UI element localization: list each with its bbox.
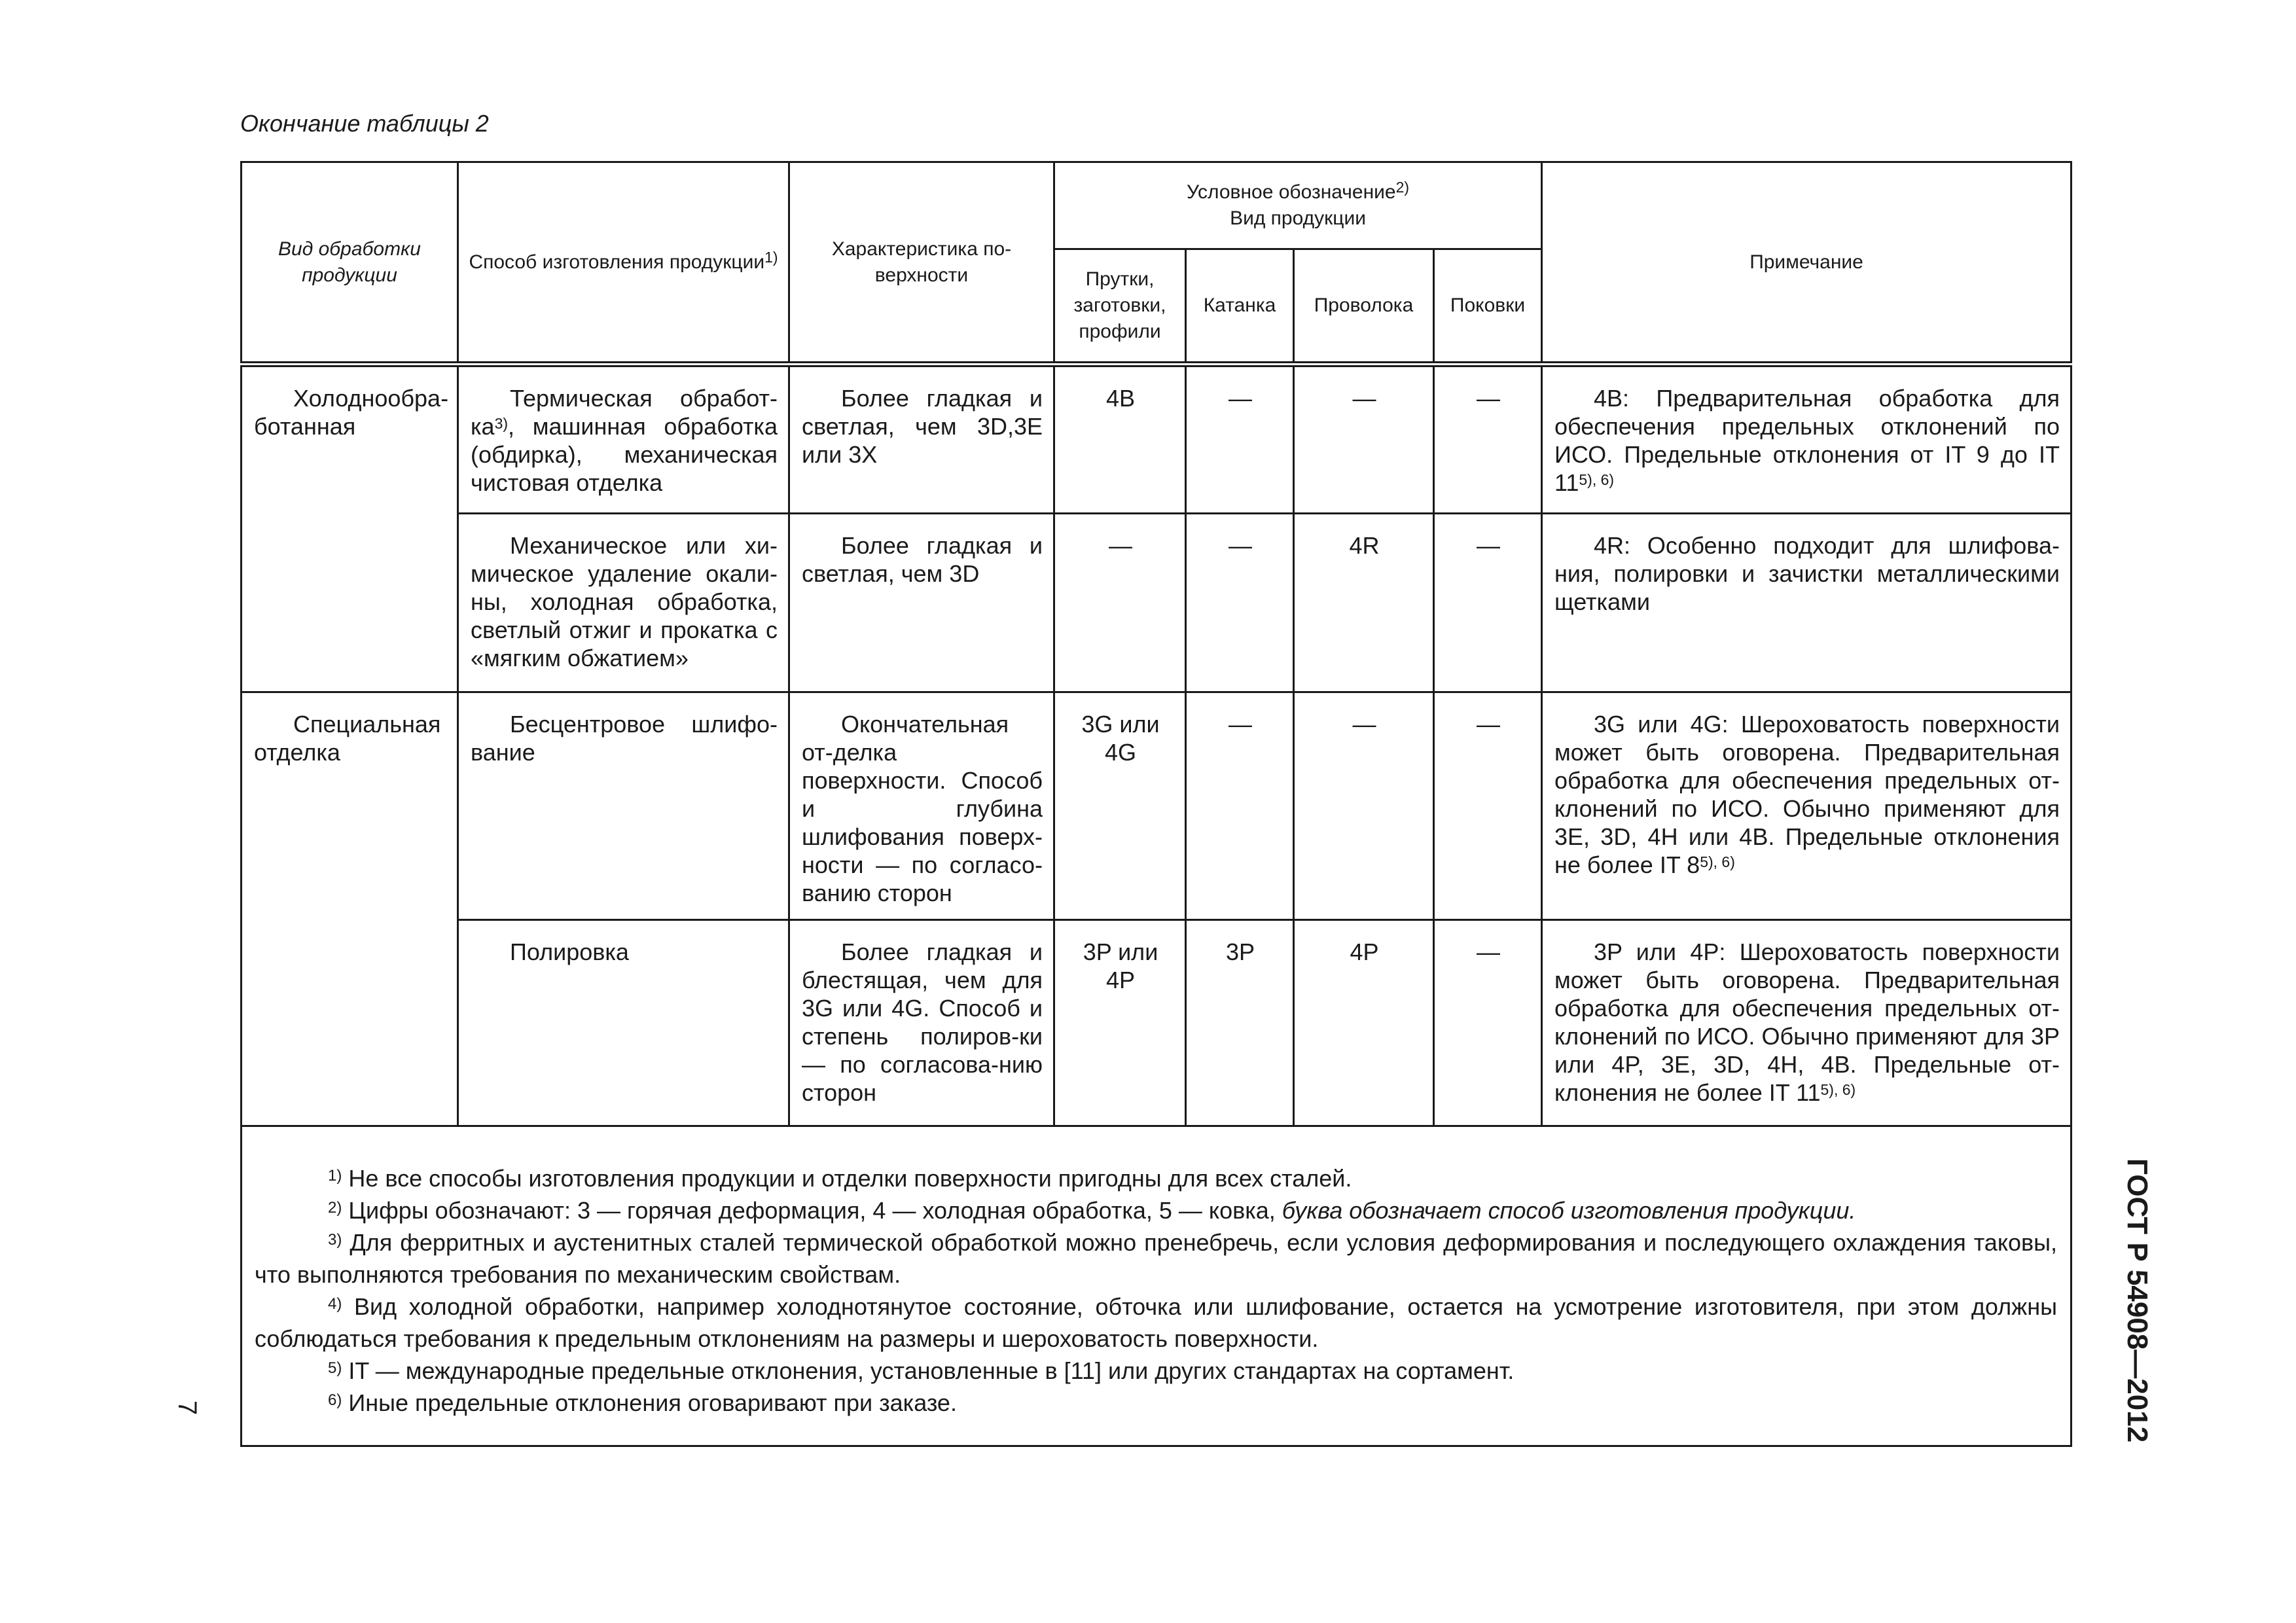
standard-designation: ГОСТ Р 54908—2012 (2121, 1158, 2153, 1443)
footnote: $^{5)}$ IT — международные предельные отклонения, установленные в [11] или других стандартах на сортамент. (328, 1357, 1515, 1384)
cell-wire: — (1294, 365, 1434, 514)
cell-note: 4B: Предварительная обработка для обеспечения предельных отклонений по ИСО. Предельные отклонения от IT 9 до IT $11^{5), 6)}$ (1542, 365, 2072, 514)
table-row (242, 920, 2072, 1126)
header-method: Способ изготовления продукции$^{1)}$ (458, 162, 789, 365)
header-forgings: Поковки (1434, 249, 1542, 365)
cell-bars: 3P или 4P (1054, 920, 1186, 1126)
header-row-top (242, 162, 2072, 249)
footnotes-cell (242, 1126, 2072, 1446)
table-row (242, 514, 2072, 692)
page-number: 7 (173, 1400, 202, 1416)
footnote: $^{2)}$ Цифры обозначают: 3 — горячая деформация, 4 — холодная обработка, 5 — ковка, буква обозначает способ изготовления продукции. (328, 1197, 1856, 1224)
cell-wire: — (1294, 692, 1434, 920)
cell-surface: Более гладкая и светлая, чем 3D (789, 514, 1054, 692)
cell-bars: — (1054, 514, 1186, 692)
cell-surface: Более гладкая и блестящая, чем для 3G или 4G. Способ и степень полиров-ки — по согласова-нию сторон (789, 920, 1054, 1126)
cell-forgings: — (1434, 514, 1542, 692)
header-wirerod: Катанка (1186, 249, 1294, 365)
cell-wirerod: 3P (1186, 920, 1294, 1126)
cell-type: Специальная отделка (242, 692, 458, 1126)
cell-bars: 3G или 4G (1054, 692, 1186, 920)
cell-forgings: — (1434, 365, 1542, 514)
footnote: $^{1)}$ Не все способы изготовления продукции и отделки поверхности пригодны для всех сталей. (328, 1165, 1352, 1192)
header-wire: Проволока (1294, 249, 1434, 365)
cell-forgings: — (1434, 920, 1542, 1126)
table-row (242, 692, 2072, 920)
header-designation-footnote-mark: 2) (1395, 179, 1410, 196)
cell-method: Бесцентровое шлифо-вание (458, 692, 789, 920)
data-table (240, 161, 2072, 1447)
footnote: $^{3)}$ Для ферритных и аустенитных сталей термической обработкой можно пренебречь, если условия деформирования и последующего охлаждения таковы, что выполняются требования по механическим свойствам. (255, 1229, 2058, 1288)
cell-note: 3G или 4G: Шероховатость поверхности может быть оговорена. Предварительная обработка для обеспечения предельных от-клонений по ИСО. Обычно применяют для 3E, 3D, 4H или 4B. Предельные отклонения не более IT $8^{5), 6)}$ (1542, 692, 2072, 920)
cell-wire: 4R (1294, 514, 1434, 692)
header-processing-type: Вид обработки продукции (242, 162, 458, 365)
cell-method: Механическое или хи-мическое удаление окали-ны, холодная обработка, светлый отжиг и прокатка с «мягким обжатием» (458, 514, 789, 692)
header-bars: Прутки, заготовки, профили (1054, 249, 1186, 365)
cell-method: Полировка (458, 920, 789, 1126)
footnote: $^{6)}$ Иные предельные отклонения оговаривают при заказе. (328, 1389, 957, 1416)
cell-wirerod: — (1186, 514, 1294, 692)
cell-method: Термическая обработ-$ка^{3)}$, машинная обработка (обдирка), механическая чистовая отделка (458, 365, 789, 514)
cell-wirerod: — (1186, 692, 1294, 920)
cell-wire: 4P (1294, 920, 1434, 1126)
header-surface: Характеристика по-верхности (789, 162, 1054, 365)
footnotes (242, 1127, 2070, 1445)
cell-bars: 4B (1054, 365, 1186, 514)
table-row (242, 365, 2072, 514)
header-note: Примечание (1542, 162, 2072, 365)
cell-forgings: — (1434, 692, 1542, 920)
cell-type: Холоднообра-ботанная (242, 365, 458, 692)
cell-wirerod: — (1186, 365, 1294, 514)
cell-note: 3P или 4P: Шероховатость поверхности может быть оговорена. Предварительная обработка для обеспечения предельных от-клонений по ИСО. Обычно применяют для 3P или 4P, 3E, 3D, 4H, 4B. Предельные от-клонения не более IT $11^{5), 6)}$ (1542, 920, 2072, 1126)
footnote: $^{4)}$ Вид холодной обработки, например холоднотянутое состояние, обточка или шлифование, остается на усмотрение изготовителя, при этом должны соблюдаться требования к предельным отклонениям на размеры и шероховатость поверхности. (255, 1293, 2058, 1352)
cell-surface: Более гладкая и светлая, чем 3D,3E или 3X (789, 365, 1054, 514)
footnotes-row (242, 1126, 2072, 1446)
table-caption: Окончание таблицы 2 (240, 110, 489, 137)
header-method-footnote-mark: 1) (764, 248, 778, 266)
cell-surface: Окончательная от-делка поверхности. Способ и глубина шлифования поверх-ности — по согласо-ванию сторон (789, 692, 1054, 920)
header-designation-group: Условное обозначение$^{2)}$ Вид продукции (1054, 162, 1542, 249)
cell-note: 4R: Особенно подходит для шлифова-ния, полировки и зачистки металлическими щетками (1542, 514, 2072, 692)
